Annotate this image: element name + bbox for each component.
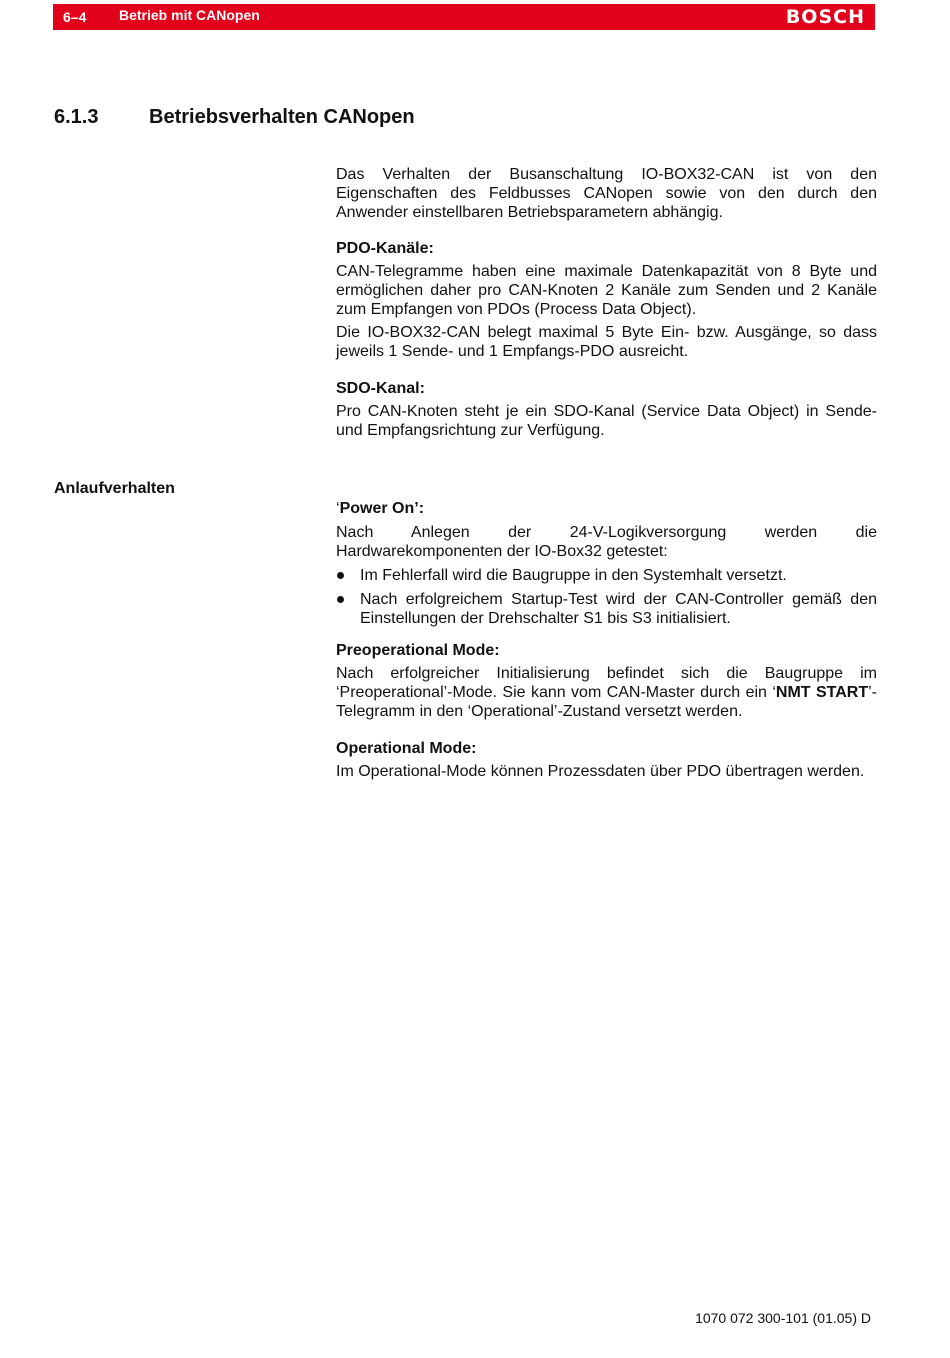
section-heading xyxy=(54,106,415,129)
intro-paragraph: Das Verhalten der Busanschaltung IO-BOX32-CAN ist von den Eigenschaften des Feldbusses CANopen sowie von den durch den Anwender einstellbaren Betriebsparametern abhängig. xyxy=(336,166,877,221)
bosch-logo: BOSCH xyxy=(785,6,865,28)
preoperational-paragraph xyxy=(336,664,877,721)
bullet-text: Nach erfolgreichem Startup-Test wird der CAN-Controller gemäß den Einstellungen der Drehschalter S1 bis S3 initialisiert. xyxy=(360,591,877,627)
page-number: 6–4 xyxy=(63,9,87,25)
preoperational-heading: Preoperational Mode: xyxy=(336,642,500,659)
pdo-paragraph-2: Die IO-BOX32-CAN belegt maximal 5 Byte Ein- bzw. Ausgänge, so dass jeweils 1 Sende- und 1 Empfangs-PDO ausreicht. xyxy=(336,324,877,360)
document-number: 1070 072 300-101 (01.05) D xyxy=(695,1310,871,1326)
power-on-bullet-list xyxy=(336,566,877,628)
bullet-icon xyxy=(337,572,344,579)
power-on-heading-text: Power On xyxy=(339,500,415,517)
bullet-icon xyxy=(337,596,344,603)
list-item xyxy=(336,590,877,628)
power-on-quote-close: ’: xyxy=(414,500,425,517)
sdo-heading: SDO-Kanal: xyxy=(336,380,425,397)
page-header-bar xyxy=(53,4,875,30)
operational-heading: Operational Mode: xyxy=(336,740,477,757)
operational-paragraph: Im Operational-Mode können Prozessdaten über PDO übertragen werden. xyxy=(336,763,865,780)
power-on-heading xyxy=(336,499,877,518)
section-number: 6.1.3 xyxy=(54,106,99,128)
chapter-title: Betrieb mit CANopen xyxy=(119,7,260,23)
intro-block xyxy=(336,165,877,440)
preoperational-text-before: Nach erfolgreicher Initialisierung befindet sich die Baugruppe im ‘Preoperational’-Mode. Sie kann vom CAN-Master durch ein ‘ xyxy=(336,665,877,701)
power-on-paragraph: Nach Anlegen der 24-V-Logikversorgung werden die Hardwarekomponenten der IO-Box32 getestet: xyxy=(336,524,877,560)
pdo-paragraph-1: CAN-Telegramme haben eine maximale Datenkapazität von 8 Byte und ermöglichen daher pro CAN-Knoten 2 Kanäle zum Senden und 2 Kanäle zum Empfangen von PDOs (Process Data Object). xyxy=(336,263,877,318)
power-on-quote-open: ‘ xyxy=(336,500,340,517)
bullet-text: Im Fehlerfall wird die Baugruppe in den Systemhalt versetzt. xyxy=(360,567,787,584)
sdo-paragraph: Pro CAN-Knoten steht je ein SDO-Kanal (Service Data Object) in Sende- und Empfangsrichtung zur Verfügung. xyxy=(336,403,877,439)
startup-block xyxy=(336,499,877,781)
pdo-heading: PDO-Kanäle: xyxy=(336,240,434,257)
list-item xyxy=(336,566,877,585)
section-title: Betriebsverhalten CANopen xyxy=(149,106,415,128)
nmt-start-emphasis: NMT START xyxy=(775,684,869,701)
preoperational-text-after: ’-Telegramm in den ‘Operational’-Zustand versetzt werden. xyxy=(336,684,877,720)
startup-side-heading: Anlaufverhalten xyxy=(54,480,175,497)
